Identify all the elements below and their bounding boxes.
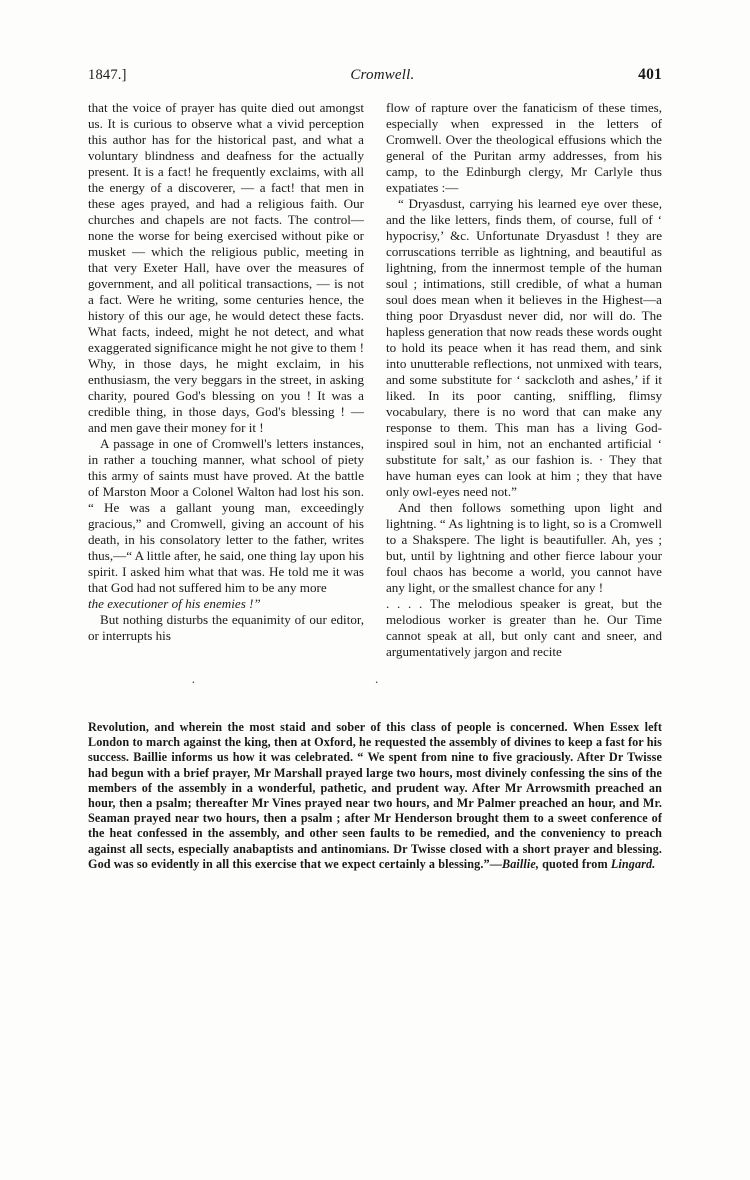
paragraph: And then follows something upon light and lightning. “ As lightning is to light, so is a Cromwell to a Shakspere. The light is beautifuller. Ah, yes ; but, until by lightning and other fierce labour your foul chaos has become a world, you cannot have any light, or the smallest chance for any ! — [386, 500, 662, 595]
page-number: 401 — [638, 66, 662, 83]
paragraph: that the voice of prayer has quite died out amongst us. It is curious to observe what a vivid perception this author has for the historical past, and what a voluntary blindness and deafness for the actually present. It is a fact! he frequently exclaims, with all the energy of a discoverer, — a fact! that men in these ages prayed, and had a religious faith. Our churches and chapels are not facts. The control— none the worse for being exercised without pike or musket — which the religious public, meeting in that very Exeter Hall, have over the measures of government, and all political transactions, — is not a fact. Were he writing, some centuries hence, the history of this our age, he would detect these facts. What facts, indeed, might he not detect, and what exaggerated significance might he not give to them ! Why, in those days, he might exclaim, in his enthusiasm, the very beggars in the street, in asking charity, poured God's blessing on you ! It was a credible thing, in those days, God's blessing ! — and men gave their money for it ! — [88, 100, 364, 435]
section-divider-dots: .. — [191, 671, 559, 686]
left-column — [88, 100, 364, 660]
paragraph: . . . . The melodious speaker is great, but the melodious worker is greater than he. Our Time cannot speak at all, but only cant and sneer, and argumentatively jargon and recite — [386, 596, 662, 659]
two-column-body — [88, 100, 662, 660]
paragraph: But nothing disturbs the equanimity of our editor, or interrupts his — [88, 612, 364, 643]
footnote-tail: quoted from — [539, 856, 611, 871]
running-head — [88, 66, 662, 84]
footnote-source: Lingard. — [610, 856, 656, 871]
page-content — [88, 66, 662, 872]
right-column — [386, 100, 662, 660]
paragraph: flow of rapture over the fanaticism of these times, especially when expressed in the letters of Cromwell. Over the theological effusions which the general of the Puritan army addresses, from his camp, to the Edinburgh clergy, Mr Carlyle thus expatiates :— — [386, 100, 662, 195]
header-year: 1847.] — [88, 67, 127, 83]
footnote — [88, 720, 662, 872]
footnote-text — [88, 720, 662, 872]
paragraph: A passage in one of Cromwell's letters instances, in rather a touching manner, what school of piety this army of saints must have proved. At the battle of Marston Moor a Colonel Walton had lost his son. “ He was a gallant young man, exceedingly gracious,” and Cromwell, giving an account of his death, in his consolatory letter to the father, writes thus,—“ A little after, he said, one thing lay upon his spirit. I asked him what that was. He told me it was that God had not suffered him to be any more — [88, 436, 364, 595]
paragraph-italic: the executioner of his enemies !” — [88, 596, 261, 611]
footnote-attribution: Baillie, — [502, 856, 540, 871]
footnote-body: Revolution, and wherein the most staid and sober of this class of people is concerned. When Essex left London to march against the king, then at Oxford, he requested the assembly of divines to keep a fast for his success. Baillie informs us how it was celebrated. “ We spent from nine to five graciously. After Dr Twisse had begun with a brief prayer, Mr Marshall prayed large two hours, most divinely confessing the sins of the members of the assembly in a wonderful, pathetic, and prudent way. After Mr Arrowsmith preached an hour, then a psalm; thereafter Mr Vines prayed near two hours, and Mr Palmer preached an hour, and Mr. Seaman prayed near two hours, then a psalm ; after Mr Henderson brought them to a sweet conference of the heat confessed in the assembly, and other seen faults to be remedied, and the conveniency to preach against all sects, especially anabaptists and antinomians. Dr Twisse closed with a short prayer and blessing. God was so evidently in all this exercise that we expect certainly a blessing.”— — [88, 720, 662, 871]
page-title: Cromwell. — [350, 67, 415, 83]
quotation-paragraph: “ Dryasdust, carrying his learned eye over these, and the like letters, finds them, of course, full of ‘ hypocrisy,’ &c. Unfortunate Dryasdust ! they are corruscations terrible as lightning, and beautiful as lightning, from the innermost temple of the human soul ; intimations, still credible, of what a human soul does mean when it believes in the Highest—a thing poor Dryasdust never did, nor will do. The hapless generation that now reads these words ought to hold its peace when it has read them, and sink into unutterable reflections, not unmixed with tears, and some substitute for ‘ sackcloth and ashes,’ if it liked. In its poor canting, sniffling, flimsy vocabulary, there is no word that can make any response to them. This man has a living God-inspired soul in him, not an enchanted artificial ‘ substitute for salt,’ as our fashion is. · They that have human eyes can look at him ; they that have only owl-eyes need not.” — [386, 196, 662, 499]
